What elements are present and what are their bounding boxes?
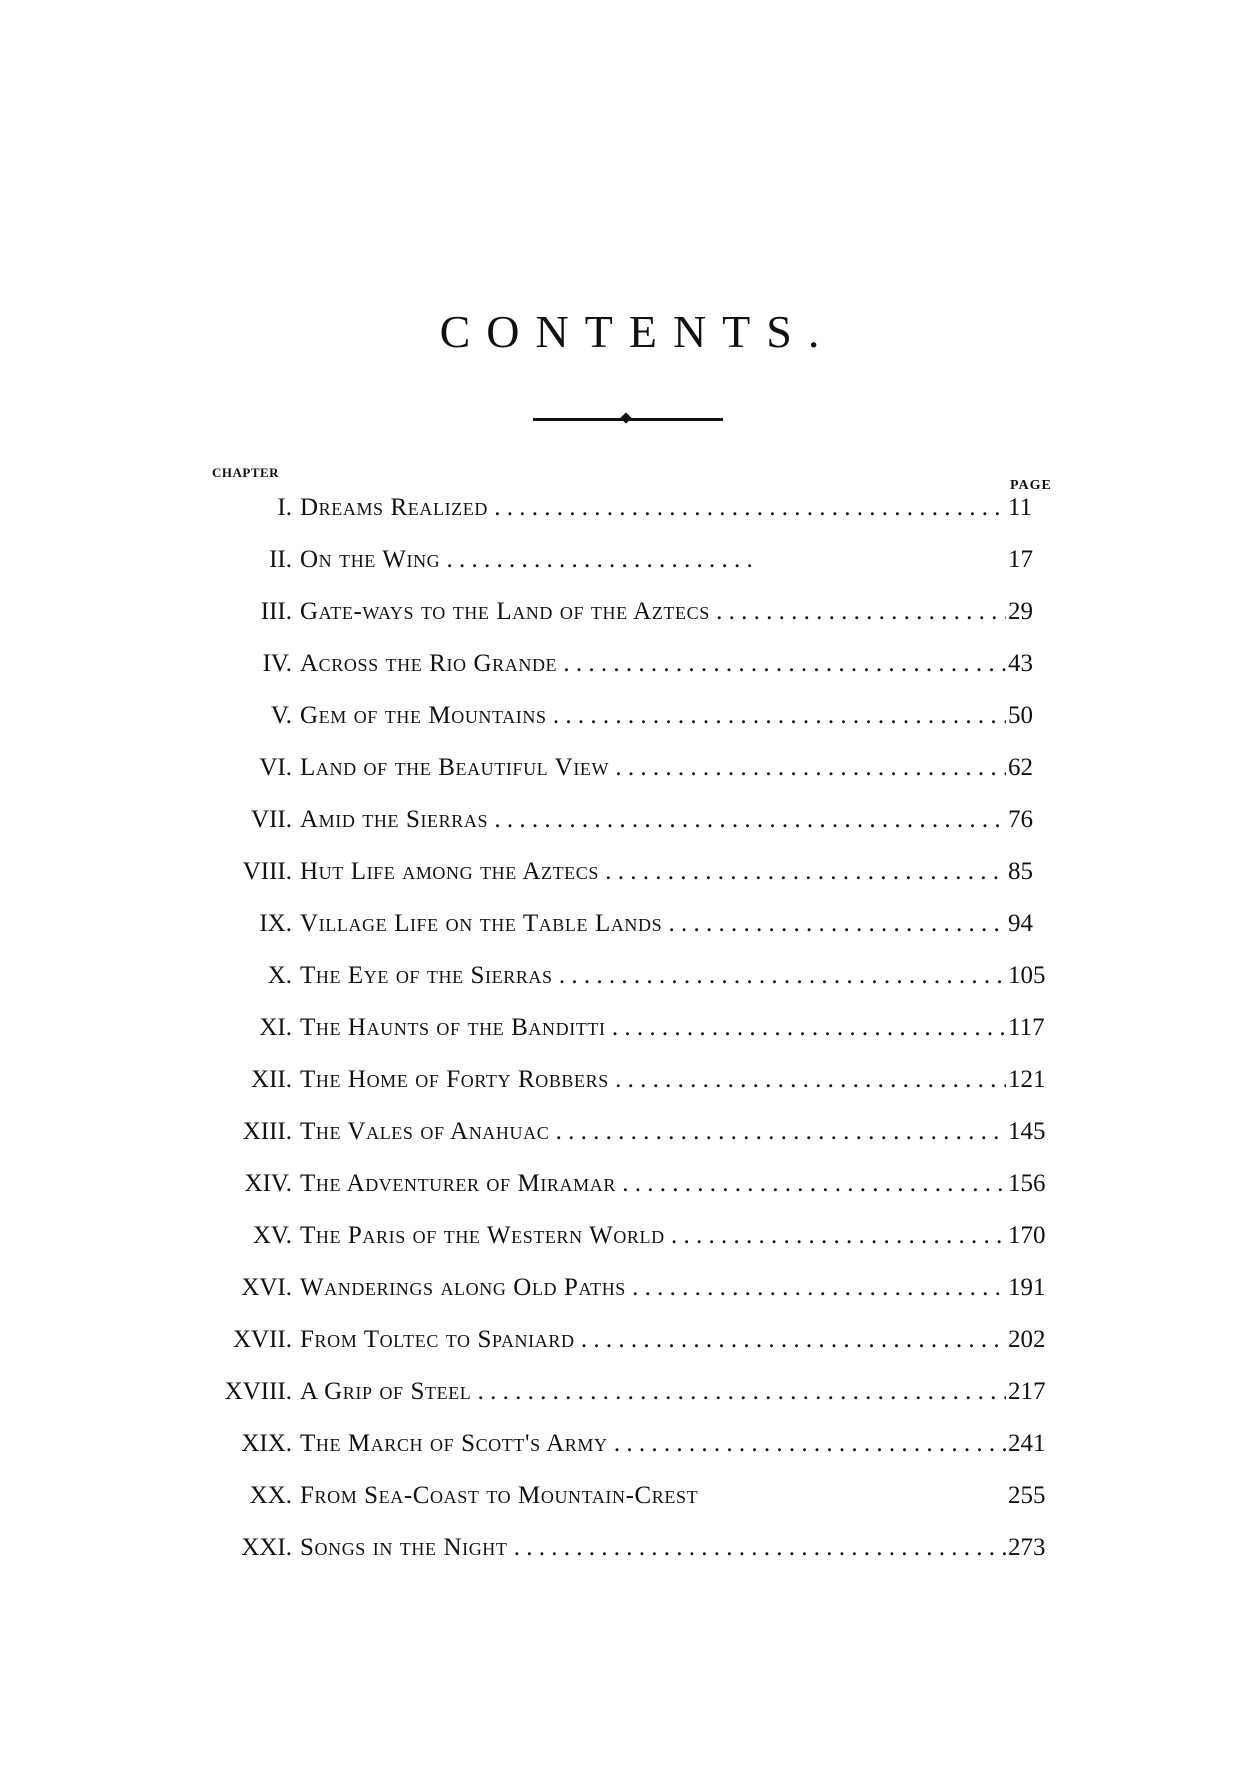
page-number: 17 [1008,546,1033,573]
toc-entry [0,748,1259,788]
chapter-title-text: Dreams Realized . . . [300,494,1006,521]
toc-entry [0,488,1259,528]
toc-entry [0,1112,1259,1152]
chapter-title-text: The March of Scott's Army . . . [300,1430,1006,1457]
chapter-title-text: From Toltec to Spaniard . . . [300,1326,1006,1353]
chapter-title [300,852,1006,892]
title-ornament [533,413,723,425]
page-column-header: PAGE [1010,478,1052,493]
chapter-number: XXI. [241,1534,292,1561]
chapter-title-text: Songs in the Night . . . [300,1534,1006,1561]
toc-entry [0,644,1259,684]
page-number: 202 [1008,1326,1046,1353]
page-number: 50 [1008,702,1033,729]
chapter-title [300,1008,1006,1048]
chapter-title-text: Gate-ways to the Land of the Aztecs . . . [300,598,1006,625]
chapter-title-text: Land of the Beautiful View . . . [300,754,1006,781]
chapter-title-text: The Adventurer of Miramar . . . [300,1170,1006,1197]
chapter-number: III. [260,598,292,625]
chapter-title-text: Amid the Sierras . . . [300,806,1006,833]
page-number: 43 [1008,650,1033,677]
page-number: 11 [1008,494,1033,521]
chapter-title [300,592,1006,632]
toc-entry [0,592,1259,632]
chapter-number: XVII. [232,1326,292,1353]
chapter-title-text: The Haunts of the Banditti . . . [300,1014,1006,1041]
page-number: 217 [1008,1378,1046,1405]
chapter-title [300,488,1006,528]
chapter-title-text: From Sea-Coast to Mountain-Crest [300,1482,699,1509]
chapter-number: XV. [252,1222,292,1249]
page-number: 170 [1008,1222,1046,1249]
chapter-title [300,1424,1006,1464]
toc-entry [0,1216,1259,1256]
toc-entry [0,1008,1259,1048]
toc-entry [0,1060,1259,1100]
page-number: 105 [1008,962,1046,989]
page-number: 29 [1008,598,1033,625]
chapter-title [300,644,1006,684]
page-number: 191 [1008,1274,1046,1301]
chapter-title [300,1164,1006,1204]
page-number: 145 [1008,1118,1046,1145]
chapter-column-header: CHAPTER [212,465,280,480]
toc-entry [0,1320,1259,1360]
chapter-title [300,1476,860,1516]
chapter-title-text: The Vales of Anahuac . . . [300,1118,1006,1145]
chapter-number: XIV. [244,1170,292,1197]
chapter-number: XVIII. [224,1378,292,1405]
chapter-number: VI. [259,754,292,781]
page-number: 241 [1008,1430,1046,1457]
chapter-title-text: Wanderings along Old Paths . . . [300,1274,1006,1301]
chapter-number: XIX. [241,1430,292,1457]
page-number: 76 [1008,806,1033,833]
chapter-title [300,748,1006,788]
chapter-number: IV. [262,650,292,677]
chapter-title-text: On the Wing . . . [300,546,760,573]
chapter-title-text: Gem of the Mountains . . . [300,702,1006,729]
page-title: CONTENTS. [439,306,836,357]
toc-entry [0,696,1259,736]
toc-entry [0,1164,1259,1204]
chapter-number: XII. [251,1066,292,1093]
page-number: 117 [1008,1014,1045,1041]
chapter-number: VII. [251,806,292,833]
chapter-title [300,540,760,580]
page-number: 273 [1008,1534,1046,1561]
chapter-title-text: A Grip of Steel . . . [300,1378,1006,1405]
page-number: 62 [1008,754,1033,781]
toc-entry [0,1476,1259,1516]
toc-entry [0,1424,1259,1464]
chapter-number: VIII. [242,858,292,885]
chapter-number: XX. [249,1482,292,1509]
toc-entry [0,800,1259,840]
chapter-title [300,1112,1006,1152]
toc-entry [0,1528,1259,1568]
chapter-title [300,956,1006,996]
chapter-number: XIII. [242,1118,292,1145]
chapter-title-text: Across the Rio Grande . . . [300,650,1006,677]
chapter-number: X. [267,962,292,989]
toc-entry [0,852,1259,892]
toc-entry [0,540,1259,580]
chapter-number: II. [269,546,292,573]
page-number: 85 [1008,858,1033,885]
chapter-number: V. [270,702,292,729]
chapter-title-text: Village Life on the Table Lands . . . [300,910,1006,937]
toc-entry [0,1268,1259,1308]
chapter-title-text: The Home of Forty Robbers . . . [300,1066,1006,1093]
chapter-title-text: The Paris of the Western World . . . [300,1222,1006,1249]
chapter-number: IX. [259,910,292,937]
chapter-title [300,800,1006,840]
chapter-title [300,1216,1006,1256]
page-number: 255 [1008,1482,1046,1509]
chapter-title [300,696,1006,736]
chapter-number: XI. [259,1014,292,1041]
chapter-title [300,1268,1006,1308]
chapter-title [300,1528,1006,1568]
toc-entry [0,1372,1259,1412]
chapter-number: I. [277,494,292,521]
page-number: 156 [1008,1170,1046,1197]
chapter-number: XVI. [241,1274,292,1301]
chapter-title [300,1060,1006,1100]
page-number: 94 [1008,910,1033,937]
toc-entry [0,904,1259,944]
page-number: 121 [1008,1066,1046,1093]
chapter-title-text: Hut Life among the Aztecs . . . [300,858,1006,885]
chapter-title [300,904,1006,944]
toc-entry [0,956,1259,996]
diamond-icon [620,412,631,423]
chapter-title-text: The Eye of the Sierras . . . [300,962,1006,989]
chapter-title [300,1320,1006,1360]
chapter-title [300,1372,1006,1412]
